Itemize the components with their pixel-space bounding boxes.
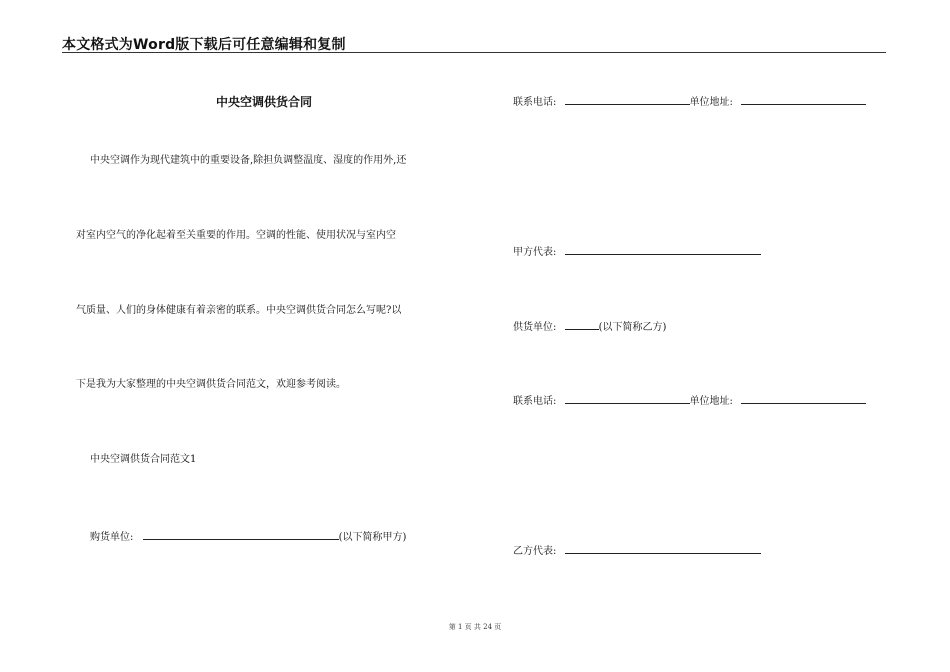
address-label-1: 单位地址: (689, 97, 733, 108)
document-header-title: 本文格式为Word版下载后可任意编辑和复制 (62, 37, 346, 53)
address-label-2: 单位地址: (689, 396, 733, 407)
phone-blank-line-2[interactable] (565, 392, 690, 404)
address-blank-line-1[interactable] (741, 93, 866, 105)
intro-paragraph-line-3: 气质量、人们的身体健康有着亲密的联系。中央空调供货合同怎么写呢?以 (76, 305, 402, 316)
party-b-rep-blank-line[interactable] (565, 542, 761, 554)
phone-blank-line-1[interactable] (565, 93, 690, 105)
page-middle: 页 共 (464, 623, 481, 631)
page-total: 24 (483, 623, 493, 631)
supplier-label: 供货单位: (513, 322, 557, 333)
page-suffix: 页 (494, 623, 502, 631)
phone-label-2: 联系电话: (513, 396, 557, 407)
phone-label-1: 联系电话: (513, 97, 557, 108)
buyer-suffix: (以下简称甲方) (338, 532, 407, 543)
contact-row-2 (513, 392, 866, 409)
party-a-rep-blank-line[interactable] (565, 243, 761, 255)
intro-paragraph-line-4: 下是我为大家整理的中央空调供货合同范文，欢迎参考阅读。 (76, 379, 346, 390)
supplier-row (513, 318, 666, 335)
sample-heading: 中央空调供货合同范文1 (90, 454, 197, 465)
header-divider (62, 52, 886, 53)
page-number: 1 (457, 623, 463, 631)
intro-paragraph-line-2: 对室内空气的净化起着至关重要的作用。空调的性能、使用状况与室内空 (76, 230, 396, 241)
page-indicator (0, 622, 950, 632)
party-a-rep-label: 甲方代表: (513, 247, 557, 258)
supplier-suffix: (以下简称乙方) (598, 322, 667, 333)
buyer-field-row (90, 528, 406, 545)
contact-row-1 (513, 93, 866, 110)
contract-title: 中央空调供货合同 (215, 95, 312, 109)
party-b-rep-label: 乙方代表: (513, 546, 557, 557)
supplier-blank-line[interactable] (565, 318, 599, 330)
party-a-rep-row (513, 243, 761, 260)
intro-paragraph-line-1: 中央空调作为现代建筑中的重要设备,除担负调整温度、湿度的作用外,还 (90, 155, 407, 166)
buyer-label: 购货单位: (90, 532, 134, 543)
address-blank-line-2[interactable] (741, 392, 866, 404)
page-prefix: 第 (448, 623, 456, 631)
buyer-blank-line[interactable] (143, 528, 339, 540)
party-b-rep-row (513, 542, 761, 559)
